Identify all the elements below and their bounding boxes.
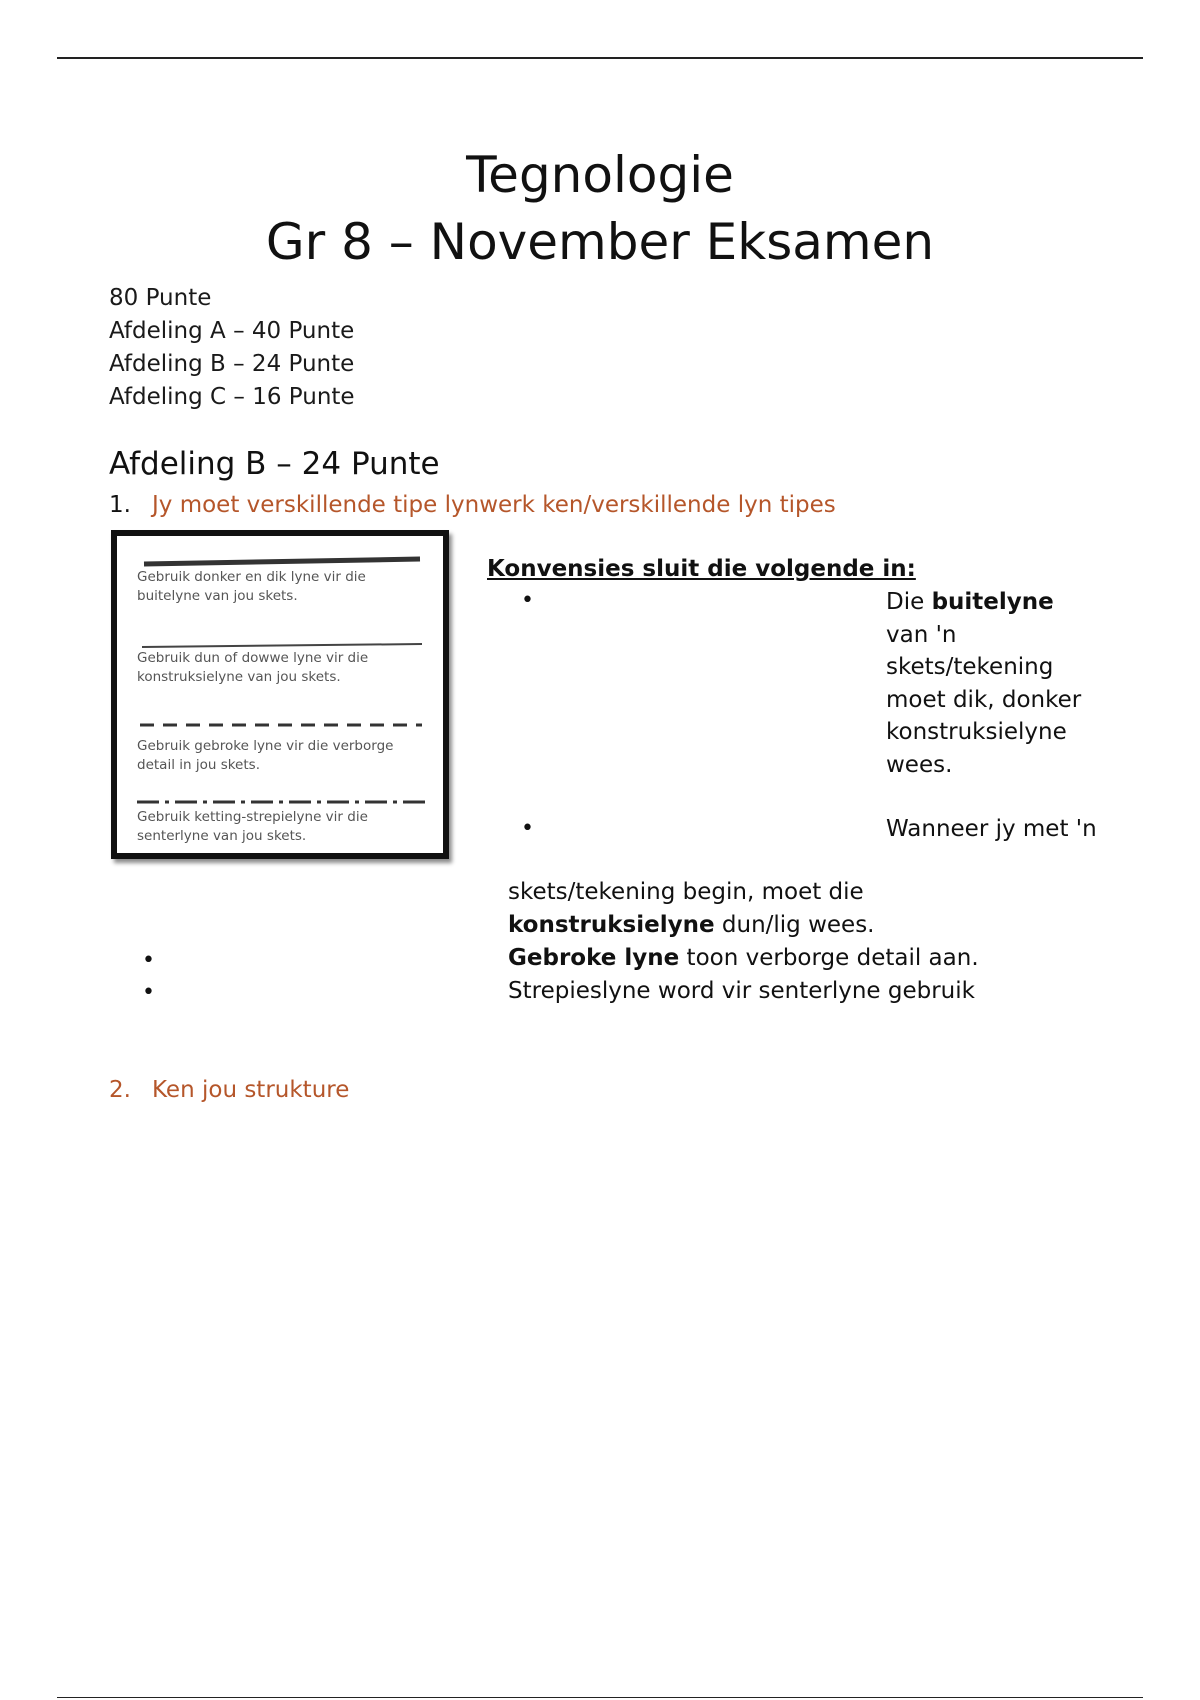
item-1-bold: buitelyne bbox=[931, 589, 1054, 615]
convention-item-2-line2: skets/tekening begin, moet die bbox=[508, 879, 864, 905]
item-1-pre: Die bbox=[886, 589, 932, 615]
section-heading: Afdeling B – 24 Punte bbox=[109, 446, 440, 482]
bottom-rule bbox=[57, 1697, 1143, 1698]
question-1-text: Jy moet verskillende tipe lynwerk ken/verskillende lyn tipes bbox=[152, 492, 836, 518]
convention-item-1 bbox=[886, 586, 1101, 781]
thick-outline-line bbox=[144, 559, 420, 564]
caption-chain-lines: Gebruik ketting-strepielyne vir die senterlyne van jou skets. bbox=[137, 809, 368, 844]
conventions-heading: Konvensies sluit die volgende in: bbox=[487, 556, 916, 582]
document-title: Tegnologie bbox=[466, 146, 734, 204]
document-subtitle: Gr 8 – November Eksamen bbox=[265, 213, 935, 271]
top-rule bbox=[57, 57, 1143, 59]
question-1 bbox=[109, 492, 836, 518]
points-section-c: Afdeling C – 16 Punte bbox=[109, 384, 355, 410]
caption-thin-lines: Gebruik dun of dowwe lyne vir die konstruksielyne van jou skets. bbox=[137, 650, 369, 685]
points-summary bbox=[109, 282, 355, 414]
question-2-number: 2. bbox=[109, 1077, 131, 1103]
item-2-post: dun/lig wees. bbox=[714, 912, 875, 938]
question-2 bbox=[109, 1077, 349, 1103]
item-1-post: van 'n skets/tekening moet dik, donker konstruksielyne wees. bbox=[886, 621, 1082, 778]
item-3-post: toon verborge detail aan. bbox=[679, 945, 979, 971]
caption-broken-lines: Gebruik gebroke lyne vir die verborge detail in jou skets. bbox=[137, 738, 394, 773]
caption-thick-lines: Gebruik donker en dik lyne vir die buitelyne van jou skets. bbox=[137, 569, 366, 604]
points-section-b: Afdeling B – 24 Punte bbox=[109, 351, 355, 377]
convention-item-2-line3 bbox=[508, 912, 875, 938]
bullet-4: • bbox=[142, 980, 155, 1005]
points-section-a: Afdeling A – 40 Punte bbox=[109, 318, 355, 344]
question-2-text: Ken jou strukture bbox=[152, 1077, 350, 1103]
thin-construction-line bbox=[142, 644, 422, 647]
convention-item-3 bbox=[508, 945, 979, 971]
convention-item-4: Strepieslyne word vir senterlyne gebruik bbox=[508, 978, 975, 1004]
line-types-figure bbox=[111, 530, 449, 859]
convention-item-2-start: Wanneer jy met 'n bbox=[886, 816, 1097, 842]
bullet-3: • bbox=[142, 948, 155, 973]
item-2-bold: konstruksielyne bbox=[508, 912, 715, 938]
question-1-number: 1. bbox=[109, 492, 131, 518]
item-3-bold: Gebroke lyne bbox=[508, 945, 680, 971]
bullet-2: • bbox=[521, 816, 534, 841]
bullet-1: • bbox=[521, 588, 534, 613]
points-total: 80 Punte bbox=[109, 285, 212, 311]
